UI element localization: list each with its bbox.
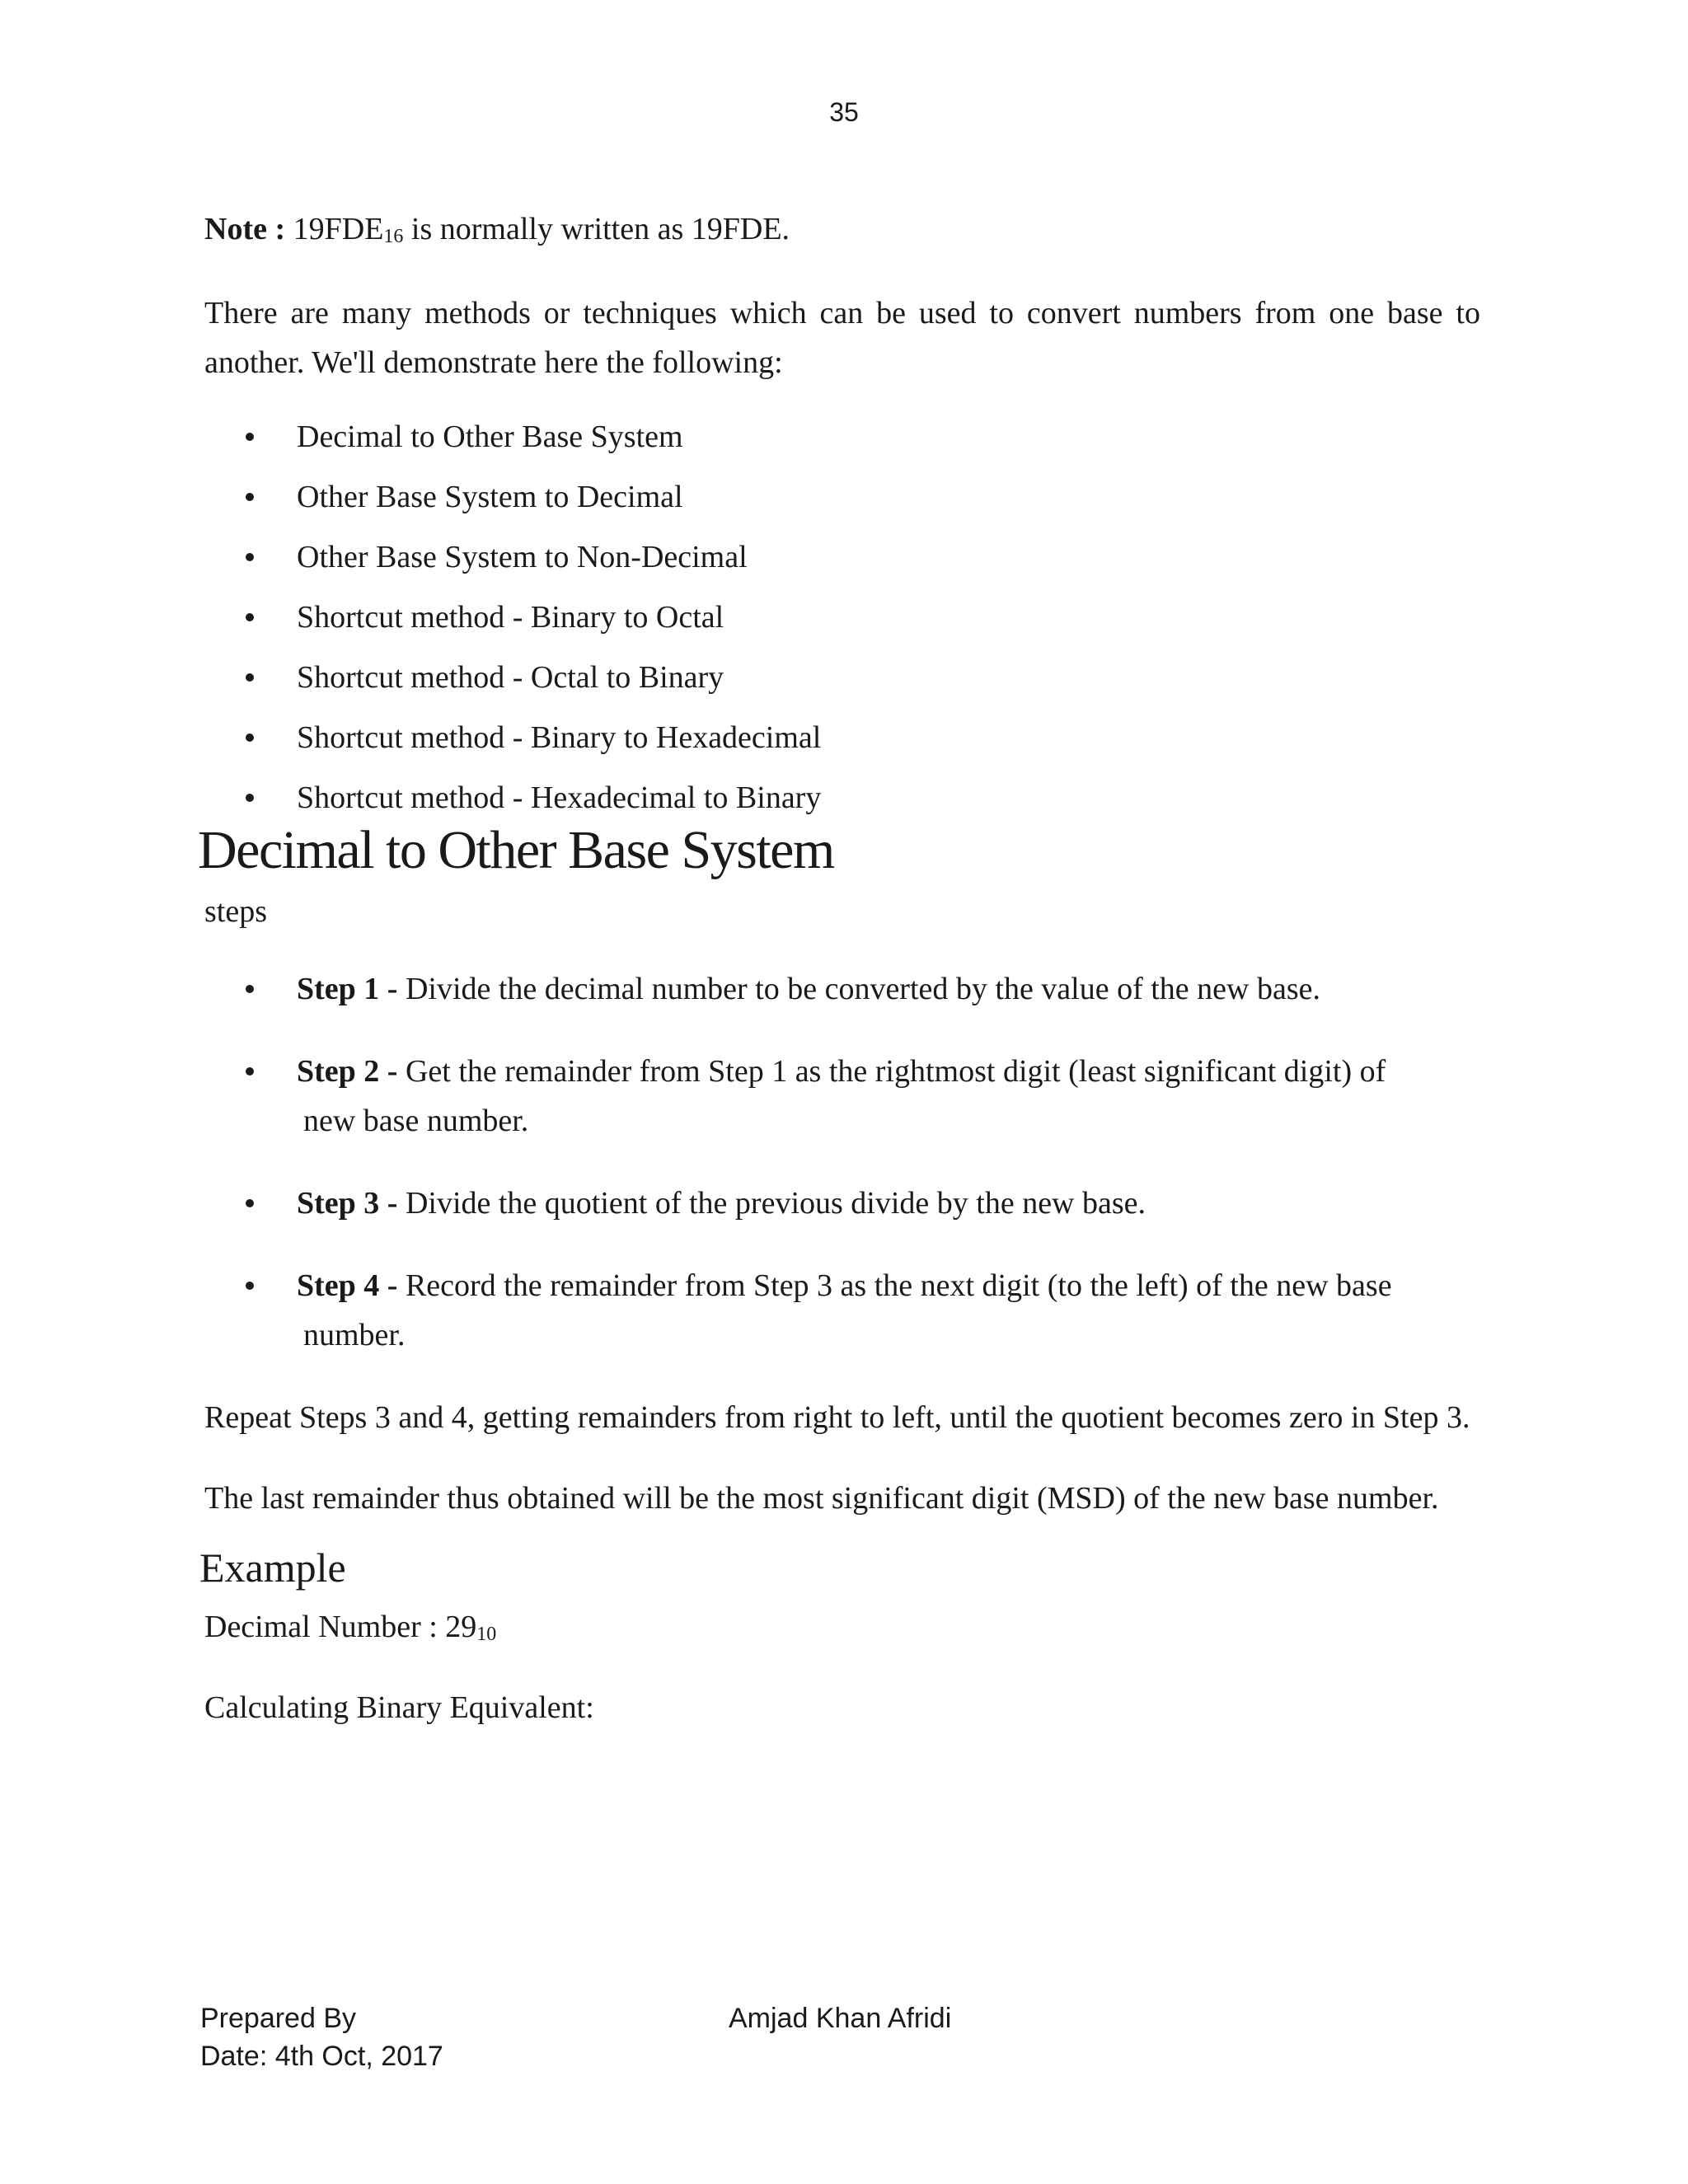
bullet-icon xyxy=(246,613,254,621)
method-label: Decimal to Other Base System xyxy=(297,419,683,454)
page-footer xyxy=(200,1999,1519,2075)
repeat-paragraph: Repeat Steps 3 and 4, getting remainders from right to left, until the quotient becomes zero in Step 3. xyxy=(204,1400,1470,1435)
step-label: Step 2 - xyxy=(297,1054,398,1089)
methods-list xyxy=(204,412,1480,823)
list-item xyxy=(204,773,1480,823)
step-continuation: number. xyxy=(303,1318,406,1352)
section-title: Decimal to Other Base System xyxy=(198,820,834,880)
bullet-icon xyxy=(246,1067,254,1076)
bullet-icon xyxy=(246,733,254,742)
list-item xyxy=(204,412,1480,472)
method-label: Shortcut method - Binary to Hexadecimal xyxy=(297,720,822,755)
decimal-number-subscript: 10 xyxy=(476,1624,497,1645)
footer-date: Date: 4th Oct, 2017 xyxy=(200,2041,443,2072)
bullet-icon xyxy=(246,433,254,441)
step-text: Get the remainder from Step 1 as the rightmost digit (least significant digit) of xyxy=(397,1054,1386,1089)
list-item xyxy=(204,532,1480,593)
step-text: Record the remainder from Step 3 as the next digit (to the left) of the new base xyxy=(397,1268,1392,1303)
steps-label: steps xyxy=(204,894,267,929)
page-number: 35 xyxy=(829,97,859,127)
list-item xyxy=(204,593,1480,653)
method-label: Shortcut method - Binary to Octal xyxy=(297,600,724,635)
note-text-before: 19FDE xyxy=(285,212,384,246)
prepared-by-label: Prepared By xyxy=(200,2003,356,2034)
list-item xyxy=(204,1179,1480,1228)
last-remainder-paragraph: The last remainder thus obtained will be the most significant digit (MSD) of the new base number. xyxy=(204,1481,1439,1516)
list-item xyxy=(204,1047,1480,1146)
steps-list xyxy=(204,964,1480,1360)
bullet-icon xyxy=(246,1282,254,1290)
step-continuation: new base number. xyxy=(303,1104,529,1138)
list-item xyxy=(204,653,1480,713)
bullet-icon xyxy=(246,794,254,802)
example-title: Example xyxy=(199,1544,346,1591)
note-text-after: is normally written as 19FDE. xyxy=(403,212,790,246)
bullet-icon xyxy=(246,553,254,561)
step-text: Divide the quotient of the previous divide by the new base. xyxy=(397,1186,1146,1221)
bullet-icon xyxy=(246,673,254,682)
document-body xyxy=(198,204,1480,1764)
bullet-icon xyxy=(246,1199,254,1207)
list-item xyxy=(204,1261,1480,1360)
method-label: Other Base System to Decimal xyxy=(297,480,683,514)
decimal-number-label: Decimal Number : 29 xyxy=(204,1610,477,1644)
note-paragraph xyxy=(204,204,1480,254)
note-subscript: 16 xyxy=(383,226,404,247)
list-item xyxy=(204,472,1480,532)
bullet-icon xyxy=(246,493,254,501)
decimal-number-line xyxy=(204,1602,1480,1652)
list-item xyxy=(204,964,1480,1014)
list-item xyxy=(204,713,1480,773)
footer-author: Amjad Khan Afridi xyxy=(729,2003,952,2034)
step-label: Step 1 - xyxy=(297,972,398,1006)
note-label: Note : xyxy=(204,212,286,246)
step-text: Divide the decimal number to be converted by the value of the new base. xyxy=(397,972,1321,1006)
method-label: Other Base System to Non-Decimal xyxy=(297,540,748,574)
method-label: Shortcut method - Octal to Binary xyxy=(297,660,724,695)
method-label: Shortcut method - Hexadecimal to Binary xyxy=(297,780,822,815)
step-label: Step 3 - xyxy=(297,1186,398,1221)
calculating-label: Calculating Binary Equivalent: xyxy=(204,1690,594,1725)
bullet-icon xyxy=(246,985,254,993)
step-label: Step 4 - xyxy=(297,1268,398,1303)
intro-paragraph: There are many methods or techniques which can be used to convert numbers from one base to another. We'll demonstrate here the following: xyxy=(204,296,1480,380)
